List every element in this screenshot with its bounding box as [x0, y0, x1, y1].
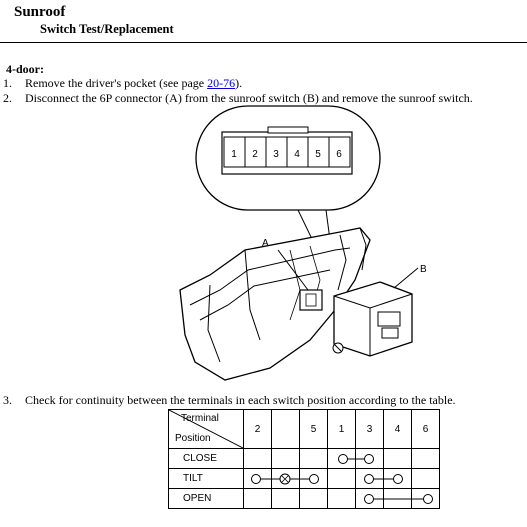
- switch-illustration: [150, 100, 450, 392]
- continuity-table: [168, 409, 440, 509]
- label-a: A: [262, 238, 269, 249]
- page-title: Sunroof: [14, 4, 66, 20]
- terminal-col-header: [272, 410, 300, 449]
- label-b: B: [420, 264, 427, 275]
- position-tilt: TILT: [169, 469, 244, 489]
- terminal-col-header: 1: [328, 410, 356, 449]
- step-text: Check for continuity between the terminals in each switch position according to the table.: [25, 393, 456, 407]
- pin-label: 5: [315, 149, 321, 160]
- table-row: [169, 449, 440, 469]
- step-text: Disconnect the 6P connector (A) from the sunroof switch (B) and remove the sunroof switch.: [25, 91, 473, 105]
- terminal-col-header: 5: [300, 410, 328, 449]
- terminal-col-header: 6: [412, 410, 440, 449]
- step-number: 3.: [3, 393, 12, 407]
- table-row: [169, 489, 440, 509]
- page-link[interactable]: 20-76: [207, 76, 236, 90]
- step-text: Remove the driver's pocket (see page 20-76).: [25, 76, 243, 90]
- pin-label: 1: [231, 149, 237, 160]
- pin-label: 6: [336, 149, 342, 160]
- pin-label: 3: [273, 149, 279, 160]
- terminal-col-header: 4: [384, 410, 412, 449]
- header-divider: [0, 42, 527, 43]
- table-corner-header: [169, 410, 244, 449]
- position-open: OPEN: [169, 489, 244, 509]
- page-subtitle: Switch Test/Replacement: [40, 22, 174, 36]
- step-number: 1.: [3, 76, 12, 90]
- pin-label: 2: [252, 149, 258, 160]
- step-number: 2.: [3, 91, 12, 105]
- terminal-col-header: 3: [356, 410, 384, 449]
- position-header: Position: [175, 433, 211, 444]
- table-row: [169, 469, 440, 489]
- pin-label: 4: [294, 149, 300, 160]
- section-heading: 4-door:: [6, 62, 44, 76]
- terminal-col-header: 2: [244, 410, 272, 449]
- terminal-header: Terminal: [181, 413, 219, 424]
- position-close: CLOSE: [169, 449, 244, 469]
